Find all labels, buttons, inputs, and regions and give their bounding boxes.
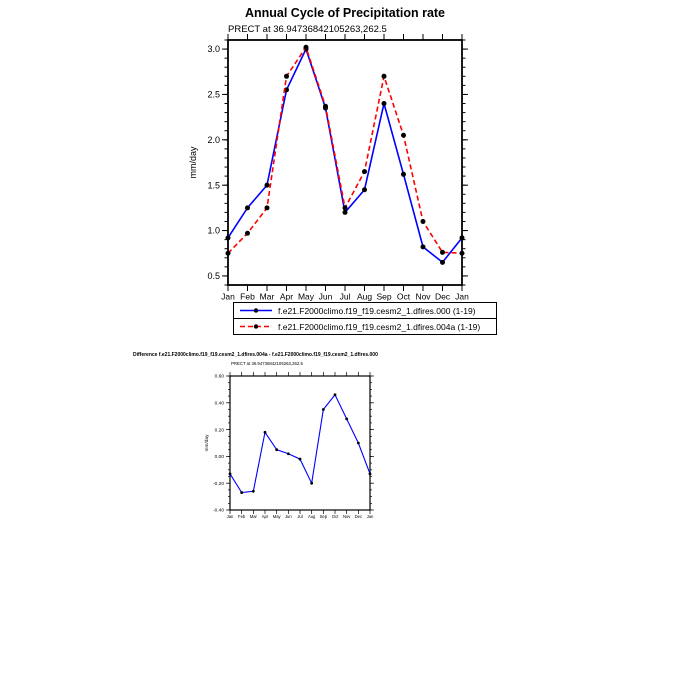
data-point-marker <box>284 74 289 79</box>
difference-chart-title: Difference f.e21.F2000climo.f19_f19.cesm2_1.dfires.004a - f.e21.F2000climo.f19_f19.cesm2_1.dfires.000 <box>133 352 378 358</box>
data-point-marker <box>362 187 367 192</box>
x-tick-label: Jul <box>339 291 351 302</box>
series-0 <box>226 47 465 265</box>
plot-frame <box>228 40 462 285</box>
series-line <box>228 47 462 253</box>
x-tick-label: Apr <box>279 291 294 302</box>
series-0 <box>229 393 372 494</box>
legend-entry-dfires-004a <box>233 318 497 335</box>
data-point-marker <box>245 205 250 210</box>
x-tick-label: Jan <box>366 514 374 520</box>
data-point-marker <box>401 133 406 138</box>
axes <box>226 372 374 514</box>
plot-frame <box>230 376 370 510</box>
data-point-marker <box>226 235 231 240</box>
difference-chart-subtitle: PRECT at 36.94736842105263,262.5 <box>231 361 303 366</box>
x-tick-label: Sep <box>376 291 392 302</box>
data-point-marker <box>245 231 250 236</box>
legend-sample-marker <box>254 324 258 328</box>
legend-sample-marker <box>254 308 258 312</box>
data-point-marker <box>369 472 372 475</box>
data-point-marker <box>334 393 337 396</box>
y-tick-label: 2.0 <box>207 134 220 145</box>
data-point-marker <box>265 205 270 210</box>
legend-entry-dfires-000 <box>233 302 497 319</box>
data-point-marker <box>440 260 445 265</box>
x-tick-label: Aug <box>307 514 316 520</box>
y-tick-label: -0.20 <box>213 481 224 487</box>
x-tick-label: Feb <box>238 514 246 520</box>
y-tick-label: -0.40 <box>213 508 224 514</box>
x-tick-label: Oct <box>396 291 411 302</box>
data-point-marker <box>421 244 426 249</box>
x-tick-label: Sep <box>319 514 328 520</box>
chart-title: Annual Cycle of Precipitation rate <box>244 6 446 20</box>
data-point-marker <box>345 417 348 420</box>
data-point-marker <box>264 431 267 434</box>
main-chart <box>180 32 510 304</box>
y-axis-title: mm/day <box>205 434 210 452</box>
y-axis-title: mm/day <box>188 146 198 179</box>
x-tick-label: Mar <box>249 514 257 520</box>
y-tick-label: 2.5 <box>207 89 220 100</box>
data-point-marker <box>362 169 367 174</box>
x-tick-label: May <box>272 514 281 520</box>
x-tick-label: Nov <box>415 291 431 302</box>
x-tick-label: Mar <box>259 291 275 302</box>
data-point-marker <box>304 45 309 50</box>
x-tick-label: Jun <box>318 291 333 302</box>
x-tick-label: May <box>297 291 315 302</box>
x-tick-label: Jan <box>455 291 469 302</box>
data-point-marker <box>252 490 255 493</box>
legend <box>233 302 497 335</box>
data-point-marker <box>240 491 243 494</box>
x-tick-label: Dec <box>434 291 451 302</box>
y-tick-label: 0.20 <box>214 428 224 434</box>
data-point-marker <box>226 251 231 256</box>
data-point-marker <box>229 472 232 475</box>
x-tick-label: Nov <box>342 514 351 520</box>
x-tick-label: Jan <box>226 514 234 520</box>
difference-chart <box>195 372 395 530</box>
data-point-marker <box>287 452 290 455</box>
x-tick-label: Dec <box>354 514 363 520</box>
data-point-marker <box>299 458 302 461</box>
y-tick-label: 1.5 <box>207 180 220 191</box>
x-tick-label: Oct <box>331 514 339 520</box>
data-point-marker <box>357 442 360 445</box>
series-line <box>228 49 462 262</box>
data-point-marker <box>401 172 406 177</box>
data-point-marker <box>421 219 426 224</box>
y-tick-label: 3.0 <box>207 44 220 55</box>
x-tick-label: Jul <box>297 514 303 520</box>
y-tick-label: 0.60 <box>214 374 224 380</box>
data-point-marker <box>382 74 387 79</box>
series-line <box>230 395 370 493</box>
legend-label-dfires-000: f.e21.F2000climo.f19_f19.cesm2_1.dfires.000 (1-19) <box>278 305 476 316</box>
x-tick-label: Feb <box>240 291 255 302</box>
x-tick-label: Jun <box>284 514 292 520</box>
legend-line-sample-red <box>239 322 273 331</box>
chart-subtitle: PRECT at 36.94736842105263,262.5 <box>228 24 387 35</box>
y-tick-label: 1.0 <box>207 225 220 236</box>
data-point-marker <box>323 104 328 109</box>
data-point-marker <box>322 408 325 411</box>
legend-label-dfires-004a: f.e21.F2000climo.f19_f19.cesm2_1.dfires.004a (1-19) <box>278 321 481 332</box>
data-point-marker <box>275 448 278 451</box>
series-1 <box>226 45 465 256</box>
data-point-marker <box>310 482 313 485</box>
data-point-marker <box>265 183 270 188</box>
x-tick-label: Aug <box>356 291 373 302</box>
y-tick-label: 0.00 <box>214 455 224 461</box>
legend-line-sample-blue <box>239 306 273 315</box>
data-point-marker <box>382 101 387 106</box>
data-point-marker <box>460 251 465 256</box>
data-point-marker <box>460 235 465 240</box>
data-point-marker <box>343 205 348 210</box>
y-tick-label: 0.5 <box>207 271 220 282</box>
data-point-marker <box>343 210 348 215</box>
data-point-marker <box>440 250 445 255</box>
y-tick-label: 0.40 <box>214 401 224 407</box>
x-tick-label: Apr <box>261 514 269 520</box>
x-tick-label: Jan <box>221 291 235 302</box>
